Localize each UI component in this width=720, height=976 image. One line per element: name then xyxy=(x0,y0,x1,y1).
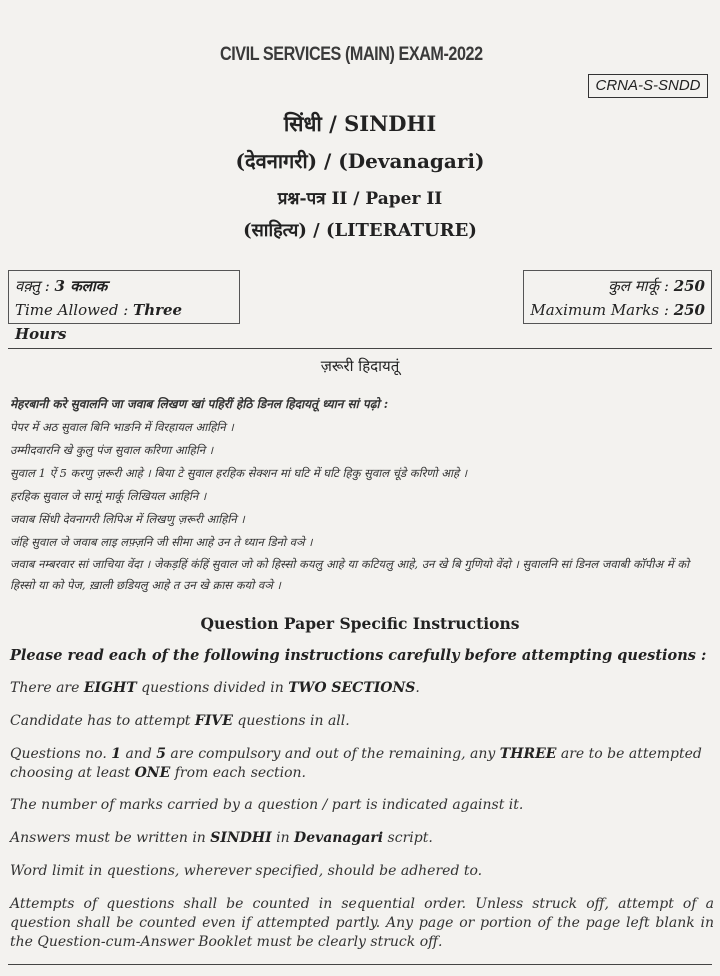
divider-bottom xyxy=(8,964,712,965)
hindi-instruction-line: जवाब नम्बरवार सां जाचिया वेंदा । जेकड़हिं कंहिं सुवाल जो को हिस्सो कयलु आहे या कटियलु आहे, उन खे बि गुणियो वेंदो । सुवालनि सां डिनल जवाबी कॉपीअ में को हिस्सो या को पेज, ख़ाली छडियलु आहे त उन खे क्रास कयो वञे । xyxy=(10,557,690,592)
script-title: (देवनागरी) / (Devanagari) xyxy=(235,149,485,173)
instruction-item: Word limit in questions, wherever specified, should be adhered to. xyxy=(10,863,483,879)
paper-code: CRNA-S-SNDD xyxy=(588,74,708,98)
hindi-instruction-line: हरहिक सुवाल जे सामूं मार्कू लिखियल आहिनि । xyxy=(10,489,207,503)
english-instructions xyxy=(10,646,714,952)
hindi-instruction-line: जंहि सुवाल जे जवाब लाइ लफ़्ज़नि जी सीमा आहे उन ते ध्यान डिनो वञे । xyxy=(10,535,313,549)
instruction-item: Attempts of questions shall be counted in sequential order. Unless struck off, attempt of a question shall be counted even if attempted partly. Any page or portion of the page left blank in the Question-cum-Answer Booklet must be clearly struck off. xyxy=(10,896,714,950)
instruction-item: There are EIGHT questions divided in TWO SECTIONS. xyxy=(10,680,420,696)
marks-line-english: Maximum Marks : 250 xyxy=(530,301,705,319)
marks-line-hindi: कुल मार्कू : 250 xyxy=(608,277,705,295)
instruction-item: Candidate has to attempt FIVE questions in all. xyxy=(10,713,350,729)
hindi-instructions-title: ज़रूरी हिदायतूं xyxy=(320,357,400,375)
hindi-instruction-line: जवाब सिंधी देवनागरी लिपिअ में लिखणु ज़रूरी आहिनि । xyxy=(10,512,245,526)
time-line-english: Time Allowed : Three Hours xyxy=(15,301,183,343)
exam-title: CIVIL SERVICES (MAIN) EXAM-2022 xyxy=(220,44,483,65)
hindi-instructions xyxy=(10,393,714,596)
hindi-instruction-line: उम्मीदवारनि खे कुलु पंज सुवाल करिणा आहिनि । xyxy=(10,443,214,457)
instructions-intro: Please read each of the following instructions carefully before attempting questions : xyxy=(10,647,707,664)
subject-title: सिंधी / SINDHI xyxy=(283,111,437,136)
maximum-marks-box xyxy=(523,270,712,324)
instruction-item: The number of marks carried by a question / part is indicated against it. xyxy=(10,797,524,813)
hindi-instruction-line: मेहरबानी करे सुवालनि जा जवाब लिखण खां पहिरीं हेठि डिनल हिदायतूं ध्यान सां पढ़ो : xyxy=(10,397,389,411)
instruction-item: Questions no. 1 and 5 are compulsory and out of the remaining, any THREE are to be attempted choosing at least ONE from each section. xyxy=(10,746,702,781)
time-allowed-box xyxy=(8,270,240,343)
instruction-item: Answers must be written in SINDHI in Devanagari script. xyxy=(10,830,433,846)
english-instructions-title: Question Paper Specific Instructions xyxy=(200,614,520,633)
hindi-instruction-line: सुवाल 1 ऐं 5 करणु ज़रूरी आहे । बिया टे सुवाल हरहिक सेक्शन मां घटि में घटि हिकु सुवाल चूंडे करिणो आहे । xyxy=(10,466,468,480)
paper-title: प्रश्न-पत्र II / Paper II xyxy=(277,189,443,209)
hindi-instruction-line: पेपर में अठ सुवाल बिनि भाङनि में विरहायल आहिनि । xyxy=(10,420,234,434)
divider-top xyxy=(8,348,712,349)
time-line-hindi: वक़्तु : 3 कलाक xyxy=(15,277,108,295)
topic-title: (साहित्य) / (LITERATURE) xyxy=(243,220,477,241)
